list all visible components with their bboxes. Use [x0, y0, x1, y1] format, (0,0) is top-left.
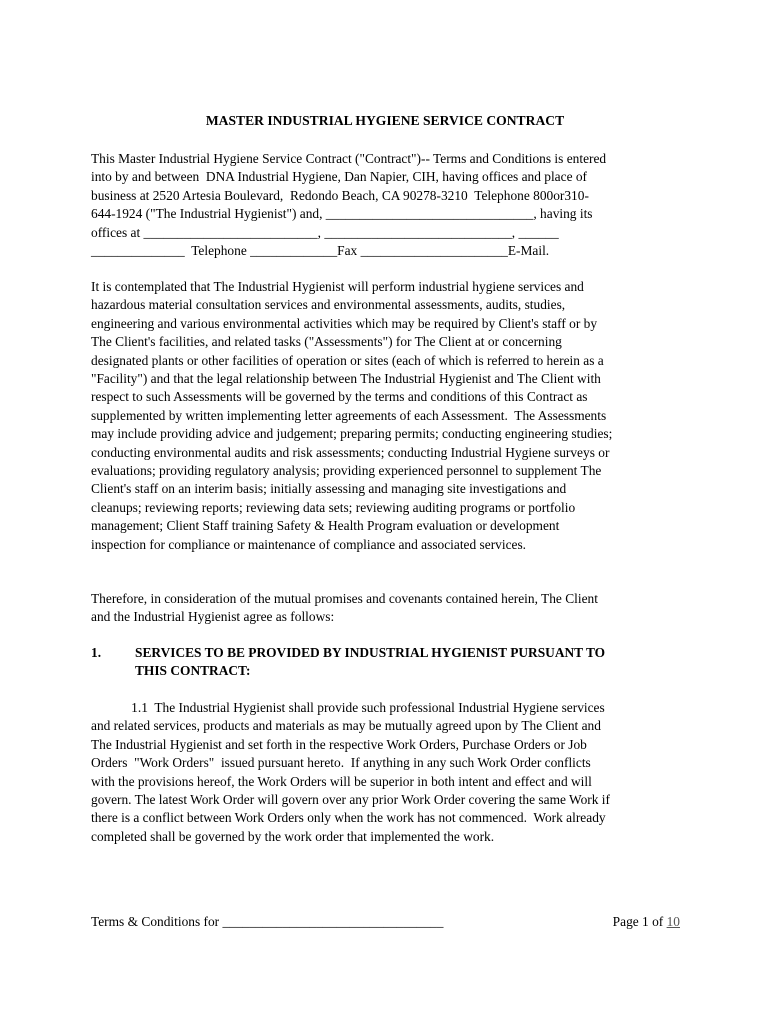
consideration-paragraph	[91, 590, 691, 627]
text-line: evaluations; providing regulatory analysis; providing experienced personnel to supplement The	[91, 463, 602, 479]
text-line: with the provisions hereof, the Work Orders will be superior in both intent and effect and will	[91, 773, 592, 789]
clause-1-1-paragraph	[91, 699, 691, 846]
footer-terms-label: Terms & Conditions for _________________________________	[91, 914, 444, 929]
text-line: offices at __________________________, ____________________________, ______	[91, 224, 559, 240]
text-line: may include providing advice and judgement; preparing permits; conducting engineering studies;	[91, 426, 613, 442]
text-line: ______________ Telephone _____________Fax ______________________E-Mail.	[91, 243, 550, 259]
section-heading-text	[135, 644, 605, 681]
text-line: Therefore, in consideration of the mutual promises and covenants contained herein, The Client	[91, 591, 598, 606]
text-line: 644-1924 ("The Industrial Hygienist") and, _______________________________, having its	[91, 206, 593, 222]
text-line: and related services, products and materials as may be mutually agreed upon by The Client and	[91, 718, 601, 734]
page-total-link[interactable]: 10	[666, 914, 680, 929]
page-number-prefix: Page 1 of	[612, 914, 667, 929]
text-line: cleanups; reviewing reports; reviewing data sets; reviewing auditing programs or portfolio	[91, 499, 576, 515]
text-line: govern. The latest Work Order will govern over any prior Work Order covering the same Work if	[91, 792, 610, 808]
text-line: supplemented by written implementing letter agreements of each Assessment. The Assessments	[91, 407, 607, 423]
text-line: into by and between DNA Industrial Hygiene, Dan Napier, CIH, having offices and place of	[91, 169, 588, 185]
text-line: "Facility") and that the legal relationship between The Industrial Hygienist and The Client with	[91, 371, 601, 387]
text-line: The Industrial Hygienist and set forth in the respective Work Orders, Purchase Orders or Job	[91, 736, 587, 752]
heading-line: SERVICES TO BE PROVIDED BY INDUSTRIAL HYGIENIST PURSUANT TO	[135, 645, 606, 660]
document-title: MASTER INDUSTRIAL HYGIENE SERVICE CONTRACT	[205, 113, 565, 128]
intro-paragraph	[91, 150, 691, 260]
scope-paragraph	[91, 278, 691, 554]
text-line: Client's staff on an interim basis; initially assessing and managing site investigations and	[91, 481, 567, 497]
text-line: Orders "Work Orders" issued pursuant hereto. If anything in any such Work Order conflicts	[91, 755, 591, 771]
text-line: management; Client Staff training Safety & Health Program evaluation or development	[91, 518, 560, 534]
text-line: designated plants or other facilities of operation or sites (each of which is referred to herein as a	[91, 352, 604, 368]
text-line: It is contemplated that The Industrial Hygienist will perform industrial hygiene services and	[91, 279, 584, 294]
heading-line: THIS CONTRACT:	[135, 663, 251, 679]
text-line: completed shall be governed by the work order that implemented the work.	[91, 828, 495, 844]
text-line: and the Industrial Hygienist agree as follows:	[91, 609, 335, 625]
text-line: there is a conflict between Work Orders only when the work has not commenced. Work already	[91, 810, 606, 826]
text-line: conducting environmental audits and risk assessments; conducting Industrial Hygiene surveys or	[91, 444, 610, 460]
text-line: 1.1 The Industrial Hygienist shall provide such professional Industrial Hygiene services	[91, 700, 605, 715]
text-line: This Master Industrial Hygiene Service Contract ("Contract")-- Terms and Conditions is entered	[91, 151, 607, 166]
text-line: engineering and various environmental activities which may be required by Client's staff or by	[91, 315, 598, 331]
text-line: inspection for compliance or maintenance of compliance and associated services.	[91, 536, 527, 552]
text-line: business at 2520 Artesia Boulevard, Redondo Beach, CA 90278-3210 Telephone 800or310-	[91, 187, 589, 203]
text-line: respect to such Assessments will be governed by the terms and conditions of this Contract as	[91, 389, 588, 405]
text-line: The Client's facilities, and related tasks ("Assessments") for The Client at or concerning	[91, 334, 562, 350]
text-line: hazardous material consultation services and environmental assessments, audits, studies,	[91, 297, 566, 313]
footer-page-number	[613, 913, 680, 931]
section-number: 1.	[91, 645, 102, 660]
